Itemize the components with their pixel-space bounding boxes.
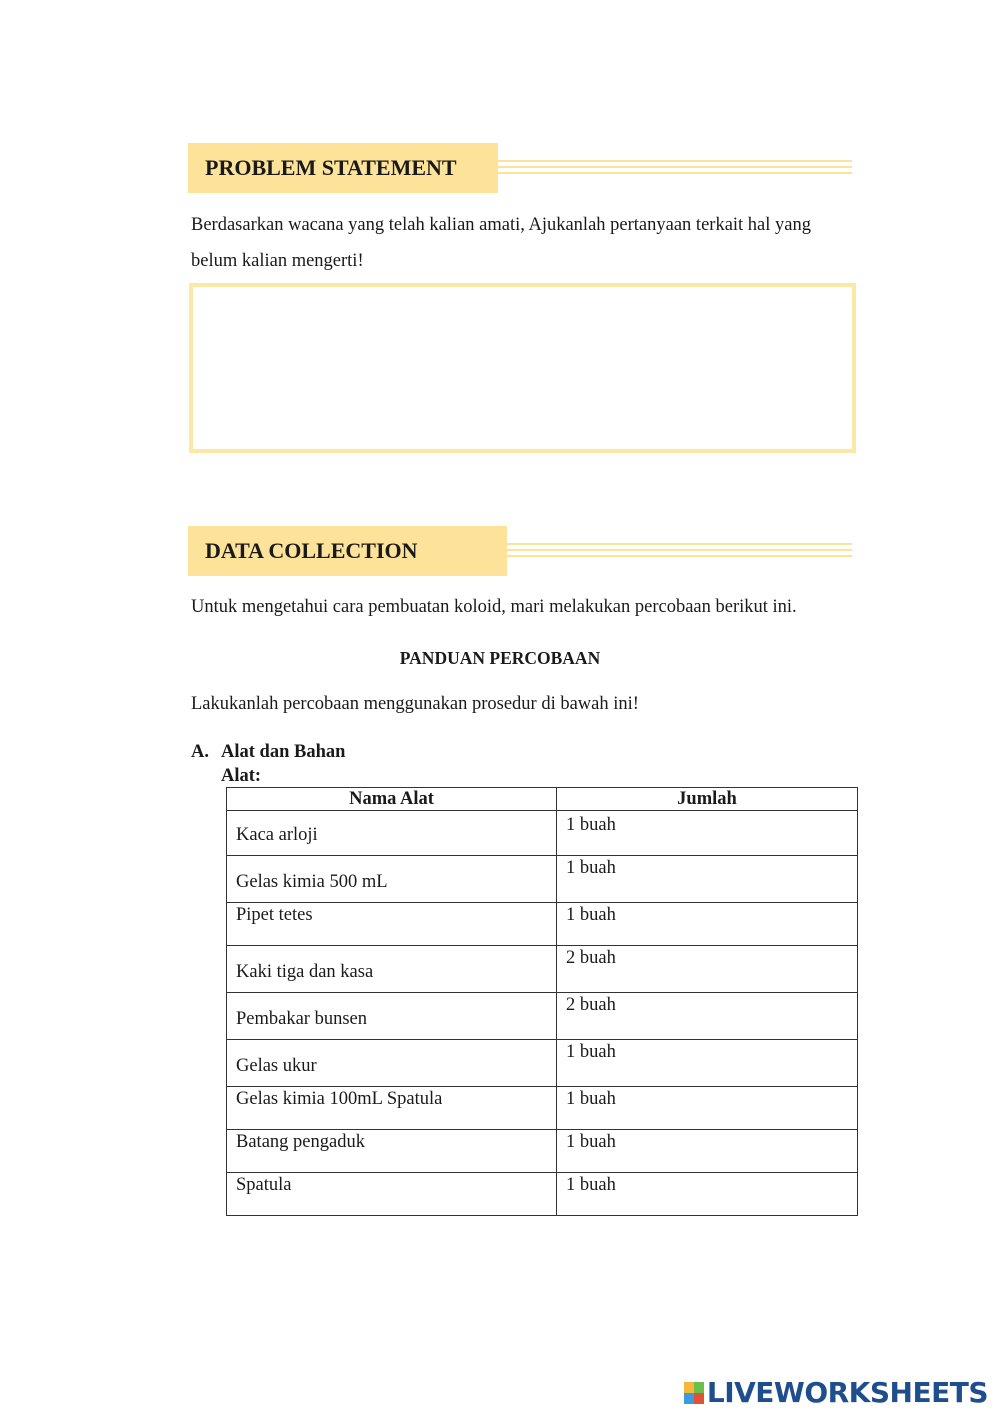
tool-name-cell: Batang pengaduk	[227, 1130, 557, 1173]
header-decoration	[498, 160, 852, 176]
tool-quantity-cell: 1 buah	[557, 1040, 858, 1087]
logo-blocks-icon	[684, 1382, 704, 1404]
tool-quantity-cell: 1 buah	[557, 903, 858, 946]
column-header: Jumlah	[557, 788, 858, 811]
tools-table	[226, 787, 858, 1216]
table-row	[227, 856, 858, 903]
tool-name-cell: Gelas ukur	[227, 1040, 557, 1087]
section-a-heading	[191, 742, 345, 763]
data-collection-intro: Untuk mengetahui cara pembuatan koloid, mari melakukan percobaan berikut ini.	[191, 597, 797, 617]
table-row	[227, 903, 858, 946]
guide-title: PANDUAN PERCOBAAN	[399, 648, 601, 668]
table-row	[227, 1173, 858, 1216]
tool-quantity-cell: 1 buah	[557, 1087, 858, 1130]
section-a-marker: A.	[191, 742, 209, 762]
section-a-title: Alat dan Bahan	[221, 742, 346, 762]
guide-instruction: Lakukanlah percobaan menggunakan prosedur di bawah ini!	[191, 694, 639, 714]
table-row	[227, 1040, 858, 1087]
tool-name-cell: Spatula	[227, 1173, 557, 1216]
tool-quantity-cell: 2 buah	[557, 993, 858, 1040]
table-row	[227, 993, 858, 1040]
tool-quantity-cell: 1 buah	[557, 811, 858, 856]
data-collection-title: DATA COLLECTION	[188, 526, 507, 576]
table-row	[227, 811, 858, 856]
tool-name-cell: Kaki tiga dan kasa	[227, 946, 557, 993]
tool-name-cell: Pembakar bunsen	[227, 993, 557, 1040]
brand-name: LIVEWORKSHEETS	[706, 1376, 988, 1409]
problem-statement-title: PROBLEM STATEMENT	[188, 143, 498, 193]
table-row	[227, 1087, 858, 1130]
problem-statement-answer-box[interactable]	[189, 283, 856, 453]
tools-label: Alat:	[221, 766, 262, 786]
liveworksheets-logo	[684, 1376, 988, 1409]
table-header-row	[227, 788, 858, 811]
tool-quantity-cell: 1 buah	[557, 1130, 858, 1173]
header-decoration	[507, 543, 852, 559]
column-header: Nama Alat	[227, 788, 557, 811]
tool-quantity-cell: 2 buah	[557, 946, 858, 993]
table-row	[227, 1130, 858, 1173]
tool-name-cell: Pipet tetes	[227, 903, 557, 946]
problem-statement-instruction: Berdasarkan wacana yang telah kalian amati, Ajukanlah pertanyaan terkait hal yang belum kalian mengerti!	[191, 215, 811, 271]
tool-name-cell: Gelas kimia 500 mL	[227, 856, 557, 903]
tool-quantity-cell: 1 buah	[557, 1173, 858, 1216]
tool-name-cell: Gelas kimia 100mL Spatula	[227, 1087, 557, 1130]
table-row	[227, 946, 858, 993]
data-collection-header	[188, 526, 852, 576]
tool-name-cell: Kaca arloji	[227, 811, 557, 856]
problem-statement-header	[188, 143, 852, 193]
tool-quantity-cell: 1 buah	[557, 856, 858, 903]
